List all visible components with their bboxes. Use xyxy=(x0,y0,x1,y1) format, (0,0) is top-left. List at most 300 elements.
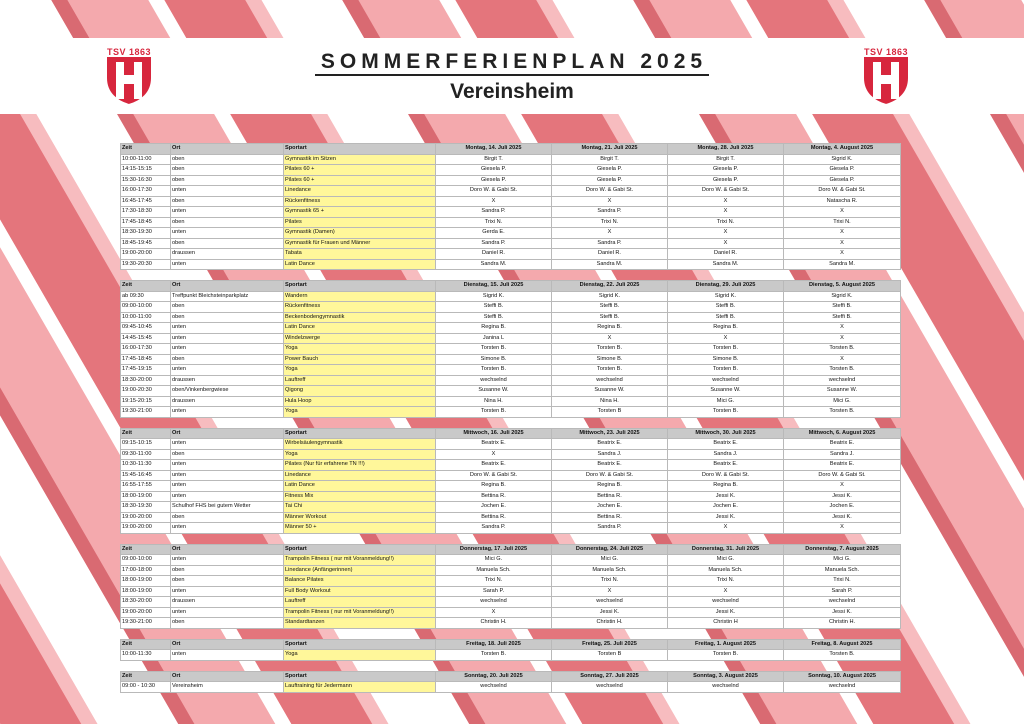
column-header-ort: Ort xyxy=(171,428,284,439)
trainer-cell: Trixi N. xyxy=(552,576,668,587)
trainer-cell: wechselnd xyxy=(552,375,668,386)
table-row xyxy=(121,344,901,355)
time-cell: 18:30-20:00 xyxy=(121,375,171,386)
trainer-cell: Jessi K. xyxy=(784,491,901,502)
table-row xyxy=(121,607,901,618)
table-row xyxy=(121,502,901,513)
column-header-ort: Ort xyxy=(171,639,284,650)
table-row xyxy=(121,249,901,260)
trainer-cell: Torsten B. xyxy=(784,407,901,418)
trainer-cell: Sigrid K. xyxy=(784,291,901,302)
trainer-cell: Christin H. xyxy=(784,618,901,629)
column-header-ort: Ort xyxy=(171,671,284,682)
trainer-cell: Sandra P. xyxy=(436,207,552,218)
time-cell: 09:15-10:15 xyxy=(121,439,171,450)
location-cell: unten xyxy=(171,259,284,270)
section-gap xyxy=(120,629,900,639)
column-header-ort: Ort xyxy=(171,144,284,155)
trainer-cell: Torsten B. xyxy=(552,365,668,376)
trainer-cell: X xyxy=(784,333,901,344)
location-cell: unten xyxy=(171,407,284,418)
date-header: Mittwoch, 30. Juli 2025 xyxy=(668,428,784,439)
table-row xyxy=(121,491,901,502)
trainer-cell: wechselnd xyxy=(668,375,784,386)
location-cell: draussen xyxy=(171,396,284,407)
trainer-cell: Mici G. xyxy=(784,396,901,407)
trainer-cell: X xyxy=(436,196,552,207)
trainer-cell: Janina L xyxy=(436,333,552,344)
trainer-cell: Sandra M. xyxy=(436,259,552,270)
date-header: Dienstag, 22. Juli 2025 xyxy=(552,281,668,292)
trainer-cell: Jochen E. xyxy=(436,502,552,513)
trainer-cell: X xyxy=(784,323,901,334)
location-cell: oben xyxy=(171,165,284,176)
time-cell: 19:00-20:00 xyxy=(121,523,171,534)
trainer-cell: Torsten B. xyxy=(668,650,784,661)
location-cell: unten xyxy=(171,365,284,376)
table-header-row xyxy=(121,544,901,555)
trainer-cell: Trixi N. xyxy=(436,576,552,587)
date-header: Freitag, 25. Juli 2025 xyxy=(552,639,668,650)
table-row xyxy=(121,618,901,629)
sport-cell: Gymnastik 65 + xyxy=(284,207,436,218)
sport-cell: Pilates xyxy=(284,217,436,228)
sport-cell: Yoga xyxy=(284,650,436,661)
table-row xyxy=(121,439,901,450)
sport-cell: Trampolin Fitness ( nur mit Voranmeldung!!) xyxy=(284,555,436,566)
trainer-cell: Christin H xyxy=(668,618,784,629)
sport-cell: Linedance xyxy=(284,186,436,197)
sport-cell: Männer 50 + xyxy=(284,523,436,534)
trainer-cell: Sandra P. xyxy=(552,207,668,218)
column-header-zeit: Zeit xyxy=(121,428,171,439)
sport-cell: Wandern xyxy=(284,291,436,302)
trainer-cell: Doro W. & Gabi St. xyxy=(784,470,901,481)
trainer-cell: Doro W. & Gabi St. xyxy=(552,470,668,481)
trainer-cell: Nina H. xyxy=(552,396,668,407)
day-schedule-table xyxy=(120,671,901,693)
section-gap xyxy=(120,270,900,280)
trainer-cell: Daniel R. xyxy=(436,249,552,260)
sport-cell: Pilates 60 + xyxy=(284,175,436,186)
location-cell: Treffpunkt Bleichsteinparkplatz xyxy=(171,291,284,302)
table-header-row xyxy=(121,428,901,439)
sport-cell: Yoga xyxy=(284,407,436,418)
time-cell: 16:00-17:30 xyxy=(121,186,171,197)
trainer-cell: Nina H. xyxy=(436,396,552,407)
trainer-cell: Sarah P. xyxy=(436,586,552,597)
trainer-cell: wechselnd xyxy=(552,682,668,693)
trainer-cell: X xyxy=(668,333,784,344)
date-header: Donnerstag, 17. Juli 2025 xyxy=(436,544,552,555)
trainer-cell: Jessi K. xyxy=(784,607,901,618)
table-row xyxy=(121,407,901,418)
date-header: Mittwoch, 23. Juli 2025 xyxy=(552,428,668,439)
table-row xyxy=(121,576,901,587)
trainer-cell: Christin H. xyxy=(436,618,552,629)
trainer-cell: Trixi N. xyxy=(784,217,901,228)
date-header: Mittwoch, 6. August 2025 xyxy=(784,428,901,439)
trainer-cell: Doro W. & Gabi St. xyxy=(436,186,552,197)
trainer-cell: wechselnd xyxy=(784,597,901,608)
location-cell: unten xyxy=(171,555,284,566)
trainer-cell: Natascha R. xyxy=(784,196,901,207)
trainer-cell: Trixi N. xyxy=(552,217,668,228)
trainer-cell: Sarah P. xyxy=(784,586,901,597)
time-cell: 17:45-18:45 xyxy=(121,217,171,228)
trainer-cell: Manuela Sch. xyxy=(552,565,668,576)
trainer-cell: X xyxy=(668,196,784,207)
sport-cell: Tabata xyxy=(284,249,436,260)
time-cell: 17:45-19:15 xyxy=(121,365,171,376)
table-row xyxy=(121,565,901,576)
location-cell: oben xyxy=(171,618,284,629)
trainer-cell: Sandra P. xyxy=(552,523,668,534)
trainer-cell: Steffi B. xyxy=(552,312,668,323)
page-title: SOMMERFERIENPLAN 2025 xyxy=(0,50,1024,74)
trainer-cell: Giesela P. xyxy=(436,165,552,176)
day-schedule-table xyxy=(120,544,901,629)
location-cell: oben xyxy=(171,565,284,576)
date-header: Sonntag, 27. Juli 2025 xyxy=(552,671,668,682)
trainer-cell: Jessi K. xyxy=(668,607,784,618)
table-row xyxy=(121,586,901,597)
date-header: Freitag, 1. August 2025 xyxy=(668,639,784,650)
trainer-cell: Beatrix E. xyxy=(784,460,901,471)
trainer-cell: Steffi B. xyxy=(784,312,901,323)
trainer-cell: Birgit T. xyxy=(668,154,784,165)
trainer-cell: Susanne W. xyxy=(436,386,552,397)
trainer-cell: X xyxy=(436,449,552,460)
trainer-cell: X xyxy=(784,249,901,260)
trainer-cell: Mici G. xyxy=(668,396,784,407)
column-header-ort: Ort xyxy=(171,281,284,292)
time-cell: 16:00-17:30 xyxy=(121,344,171,355)
trainer-cell: Torsten B. xyxy=(436,344,552,355)
day-schedule-table xyxy=(120,428,901,534)
table-row xyxy=(121,291,901,302)
trainer-cell: Torsten B. xyxy=(552,344,668,355)
logo-text: TSV 1863 xyxy=(106,47,152,57)
date-header: Montag, 28. Juli 2025 xyxy=(668,144,784,155)
trainer-cell: Torsten B. xyxy=(436,407,552,418)
time-cell: 09:00 - 10:30 xyxy=(121,682,171,693)
trainer-cell: Simone B. xyxy=(436,354,552,365)
trainer-cell: Beatrix E. xyxy=(552,439,668,450)
trainer-cell: Birgit T. xyxy=(436,154,552,165)
location-cell: unten xyxy=(171,470,284,481)
table-row xyxy=(121,597,901,608)
trainer-cell: X xyxy=(784,354,901,365)
table-row xyxy=(121,449,901,460)
sport-cell: Pilates 60 + xyxy=(284,165,436,176)
section-gap xyxy=(120,418,900,428)
trainer-cell: Bettina R. xyxy=(552,491,668,502)
sport-cell: Standardtanzen xyxy=(284,618,436,629)
trainer-cell: X xyxy=(784,481,901,492)
table-row xyxy=(121,323,901,334)
trainer-cell: Mici G. xyxy=(668,555,784,566)
location-cell: unten xyxy=(171,207,284,218)
trainer-cell: Simone B. xyxy=(668,354,784,365)
trainer-cell: Jessi K. xyxy=(668,512,784,523)
trainer-cell: Doro W. & Gabi St. xyxy=(552,186,668,197)
sport-cell: Gymnastik im Sitzen xyxy=(284,154,436,165)
table-row xyxy=(121,175,901,186)
time-cell: 14:45-15:45 xyxy=(121,333,171,344)
trainer-cell: Torsten B xyxy=(552,650,668,661)
trainer-cell: Giesela P. xyxy=(552,165,668,176)
column-header-sportart: Sportart xyxy=(284,639,436,650)
time-cell: 18:30-20:00 xyxy=(121,597,171,608)
trainer-cell: Sigrid K. xyxy=(436,291,552,302)
sport-cell: Lauftreff xyxy=(284,597,436,608)
trainer-cell: X xyxy=(668,207,784,218)
trainer-cell: Doro W. & Gabi St. xyxy=(436,470,552,481)
section-gap xyxy=(120,661,900,671)
table-header-row xyxy=(121,639,901,650)
trainer-cell: Daniel R. xyxy=(668,249,784,260)
trainer-cell: wechselnd xyxy=(436,682,552,693)
trainer-cell: X xyxy=(784,523,901,534)
trainer-cell: Sandra P. xyxy=(552,238,668,249)
page-subtitle: Vereinsheim xyxy=(450,80,574,103)
trainer-cell: X xyxy=(552,333,668,344)
trainer-cell: Torsten B. xyxy=(784,650,901,661)
trainer-cell: wechselnd xyxy=(436,375,552,386)
table-row xyxy=(121,196,901,207)
column-header-zeit: Zeit xyxy=(121,544,171,555)
sport-cell: Latin Dance xyxy=(284,259,436,270)
trainer-cell: X xyxy=(668,586,784,597)
trainer-cell: Trixi N. xyxy=(784,576,901,587)
sport-cell: Trampolin Fitness ( nur mit Voranmeldung!!) xyxy=(284,607,436,618)
trainer-cell: Daniel R. xyxy=(552,249,668,260)
table-row xyxy=(121,555,901,566)
trainer-cell: Trixi N. xyxy=(668,576,784,587)
sport-cell: Rückenfitness xyxy=(284,302,436,313)
trainer-cell: Steffi B. xyxy=(436,312,552,323)
trainer-cell: Regina B. xyxy=(552,481,668,492)
time-cell: 18:00-19:00 xyxy=(121,491,171,502)
table-row xyxy=(121,186,901,197)
trainer-cell: Giesela P. xyxy=(784,165,901,176)
sport-cell: Beckenbodengymnastik xyxy=(284,312,436,323)
table-row xyxy=(121,375,901,386)
column-header-ort: Ort xyxy=(171,544,284,555)
time-cell: 10:30-11:30 xyxy=(121,460,171,471)
trainer-cell: X xyxy=(784,207,901,218)
time-cell: 15:30-16:30 xyxy=(121,175,171,186)
time-cell: 10:00-11:00 xyxy=(121,154,171,165)
table-row xyxy=(121,302,901,313)
table-row xyxy=(121,228,901,239)
location-cell: draussen xyxy=(171,249,284,260)
column-header-zeit: Zeit xyxy=(121,281,171,292)
trainer-cell: Torsten B. xyxy=(436,650,552,661)
trainer-cell: Simone B. xyxy=(552,354,668,365)
sport-cell: Gymnastik für Frauen und Männer xyxy=(284,238,436,249)
trainer-cell: Jessi K. xyxy=(668,491,784,502)
time-cell: 10:00-11:00 xyxy=(121,312,171,323)
sport-cell: Lauftraining für Jedermann xyxy=(284,682,436,693)
location-cell: oben xyxy=(171,217,284,228)
schedule-plan xyxy=(120,143,900,693)
trainer-cell: Torsten B. xyxy=(668,344,784,355)
time-cell: 19:30-21:00 xyxy=(121,618,171,629)
trainer-cell: Manuela Sch. xyxy=(784,565,901,576)
trainer-cell: X xyxy=(784,238,901,249)
trainer-cell: Manuela Sch. xyxy=(668,565,784,576)
location-cell: draussen xyxy=(171,597,284,608)
time-cell: 09:00-10:00 xyxy=(121,302,171,313)
trainer-cell: Giesela P. xyxy=(436,175,552,186)
location-cell: unten xyxy=(171,344,284,355)
trainer-cell: Steffi B. xyxy=(668,312,784,323)
trainer-cell: wechselnd xyxy=(668,597,784,608)
trainer-cell: Giesela P. xyxy=(552,175,668,186)
sport-cell: Lauftreff xyxy=(284,375,436,386)
location-cell: Vereinsheim xyxy=(171,682,284,693)
trainer-cell: Susanne W. xyxy=(552,386,668,397)
trainer-cell: Torsten B. xyxy=(436,365,552,376)
trainer-cell: Regina B. xyxy=(552,323,668,334)
location-cell: unten xyxy=(171,439,284,450)
location-cell: oben xyxy=(171,154,284,165)
trainer-cell: Jochen E. xyxy=(784,502,901,513)
table-row xyxy=(121,512,901,523)
trainer-cell: Beatrix E. xyxy=(436,439,552,450)
table-row xyxy=(121,333,901,344)
location-cell: unten xyxy=(171,323,284,334)
trainer-cell: Doro W. & Gabi St. xyxy=(668,470,784,481)
trainer-cell: Sandra M. xyxy=(668,259,784,270)
time-cell: 18:30-19:30 xyxy=(121,502,171,513)
trainer-cell: Doro W. & Gabi St. xyxy=(668,186,784,197)
trainer-cell: X xyxy=(436,607,552,618)
location-cell: oben xyxy=(171,512,284,523)
location-cell: unten xyxy=(171,333,284,344)
location-cell: unten xyxy=(171,523,284,534)
time-cell: 09:30-11:00 xyxy=(121,449,171,460)
time-cell: 19:30-20:30 xyxy=(121,259,171,270)
sport-cell: Qigong xyxy=(284,386,436,397)
trainer-cell: X xyxy=(552,586,668,597)
day-schedule-table xyxy=(120,639,901,661)
location-cell: oben xyxy=(171,175,284,186)
time-cell: ab 09:30 xyxy=(121,291,171,302)
table-row xyxy=(121,481,901,492)
trainer-cell: Bettina R. xyxy=(552,512,668,523)
date-header: Freitag, 8. August 2025 xyxy=(784,639,901,650)
trainer-cell: Beatrix E. xyxy=(668,460,784,471)
sport-cell: Latin Dance xyxy=(284,323,436,334)
location-cell: unten xyxy=(171,491,284,502)
table-header-row xyxy=(121,144,901,155)
date-header: Dienstag, 29. Juli 2025 xyxy=(668,281,784,292)
day-schedule-table xyxy=(120,143,901,270)
table-row xyxy=(121,354,901,365)
section-gap xyxy=(120,534,900,544)
time-cell: 19:00-20:00 xyxy=(121,607,171,618)
time-cell: 19:00-20:00 xyxy=(121,249,171,260)
sport-cell: Pilates (Nur für erfahrene TN !!!) xyxy=(284,460,436,471)
date-header: Freitag, 18. Juli 2025 xyxy=(436,639,552,650)
time-cell: 19:00-20:00 xyxy=(121,512,171,523)
location-cell: oben xyxy=(171,312,284,323)
location-cell: Schulhof FHS bei gutem Wetter xyxy=(171,502,284,513)
trainer-cell: Giesela P. xyxy=(668,175,784,186)
trainer-cell: X xyxy=(668,523,784,534)
date-header: Sonntag, 10. August 2025 xyxy=(784,671,901,682)
sport-cell: Power Bauch xyxy=(284,354,436,365)
location-cell: unten xyxy=(171,186,284,197)
trainer-cell: Beatrix E. xyxy=(668,439,784,450)
location-cell: unten xyxy=(171,607,284,618)
sport-cell: Hula Hoop xyxy=(284,396,436,407)
table-row xyxy=(121,312,901,323)
time-cell: 18:00-19:00 xyxy=(121,576,171,587)
trainer-cell: Manuela Sch. xyxy=(436,565,552,576)
column-header-sportart: Sportart xyxy=(284,671,436,682)
trainer-cell: Sigrid K. xyxy=(668,291,784,302)
sport-cell: Linedance (Anfängerinnen) xyxy=(284,565,436,576)
date-header: Mittwoch, 16. Juli 2025 xyxy=(436,428,552,439)
table-row xyxy=(121,207,901,218)
trainer-cell: wechselnd xyxy=(668,682,784,693)
time-cell: 18:45-19:45 xyxy=(121,238,171,249)
time-cell: 09:45-10:45 xyxy=(121,323,171,334)
table-row xyxy=(121,396,901,407)
table-header-row xyxy=(121,281,901,292)
trainer-cell: Trixi N. xyxy=(668,217,784,228)
trainer-cell: Steffi B. xyxy=(552,302,668,313)
trainer-cell: X xyxy=(668,228,784,239)
table-row xyxy=(121,238,901,249)
trainer-cell: Jessi K. xyxy=(552,607,668,618)
table-row xyxy=(121,470,901,481)
trainer-cell: X xyxy=(784,228,901,239)
trainer-cell: Giesela P. xyxy=(668,165,784,176)
trainer-cell: Torsten B. xyxy=(784,344,901,355)
date-header: Dienstag, 15. Juli 2025 xyxy=(436,281,552,292)
location-cell: unten xyxy=(171,650,284,661)
time-cell: 19:15-20:15 xyxy=(121,396,171,407)
sport-cell: Full Body Workout xyxy=(284,586,436,597)
sport-cell: Yoga xyxy=(284,365,436,376)
trainer-cell: wechselnd xyxy=(784,682,901,693)
column-header-sportart: Sportart xyxy=(284,144,436,155)
table-row xyxy=(121,650,901,661)
column-header-sportart: Sportart xyxy=(284,281,436,292)
sport-cell: Yoga xyxy=(284,449,436,460)
logo-text: TSV 1863 xyxy=(863,47,909,57)
location-cell: oben xyxy=(171,576,284,587)
trainer-cell: Torsten B xyxy=(552,407,668,418)
trainer-cell: wechselnd xyxy=(436,597,552,608)
table-row xyxy=(121,165,901,176)
time-cell: 17:45-18:45 xyxy=(121,354,171,365)
trainer-cell: Beatrix E. xyxy=(552,460,668,471)
time-cell: 18:00-19:00 xyxy=(121,586,171,597)
sport-cell: Balance Pilates xyxy=(284,576,436,587)
time-cell: 09:00-10:00 xyxy=(121,555,171,566)
trainer-cell: Torsten B. xyxy=(784,365,901,376)
trainer-cell: Mici G. xyxy=(436,555,552,566)
time-cell: 19:30-21:00 xyxy=(121,407,171,418)
date-header: Donnerstag, 24. Juli 2025 xyxy=(552,544,668,555)
table-row xyxy=(121,460,901,471)
